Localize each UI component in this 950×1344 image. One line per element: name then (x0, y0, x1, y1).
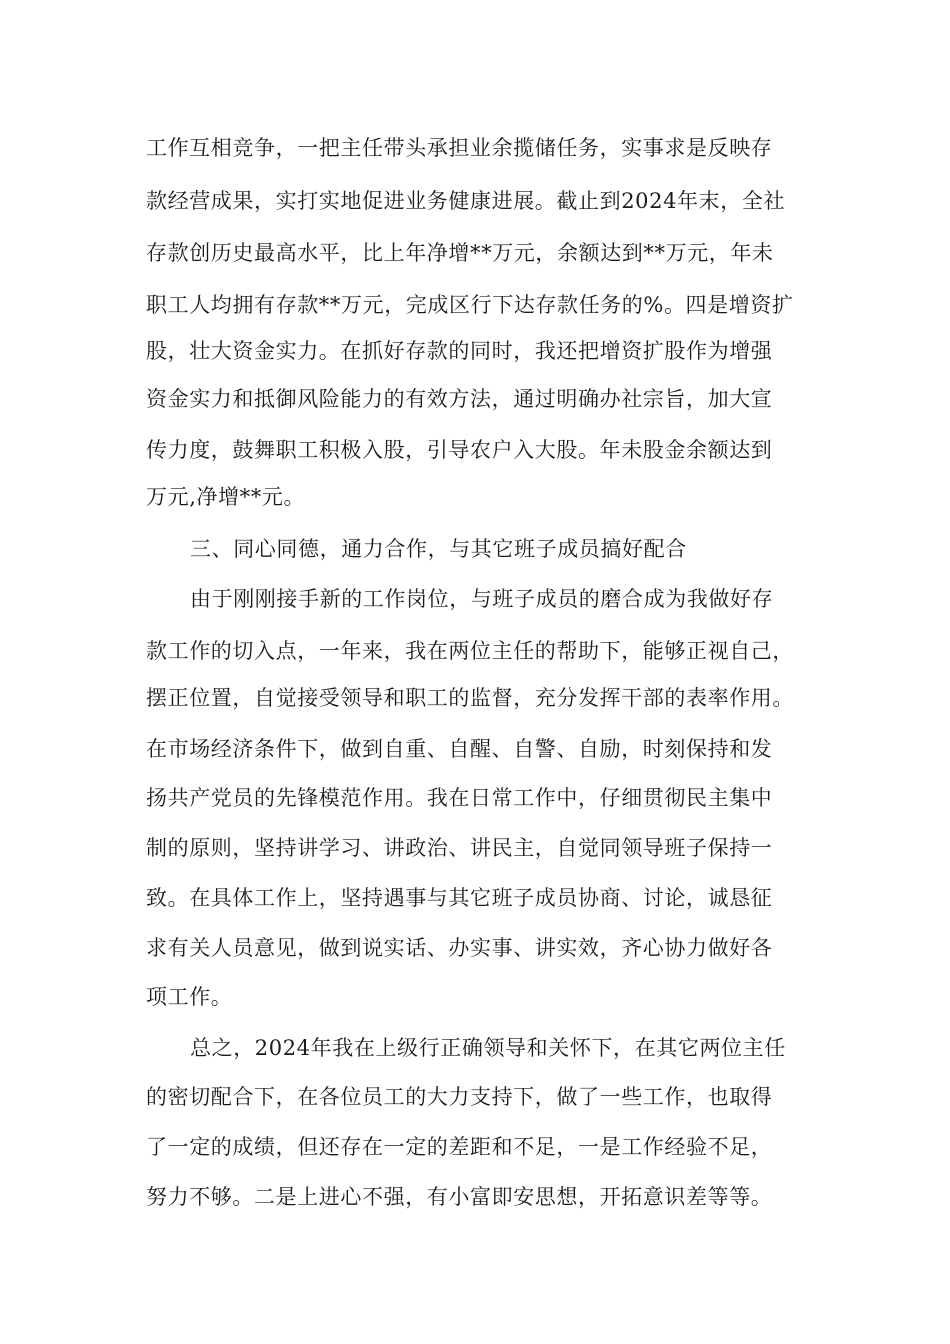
paragraph-line: 由于刚刚接手新的工作岗位，与班子成员的磨合成为我做好存 (190, 587, 774, 611)
paragraph-line: 的密切配合下，在各位员工的大力支持下，做了一些工作，也取得 (146, 1085, 773, 1109)
paragraph-line: 款经营成果，实打实地促进业务健康进展。截止到2024年末，全社 (146, 189, 786, 213)
paragraph-line: 求有关人员意见，做到说实话、办实事、讲实效，齐心协力做好各 (146, 936, 773, 960)
paragraph-line: 努力不够。二是上进心不强，有小富即安思想，开拓意识差等等。 (146, 1185, 773, 1209)
paragraph-line: 总之，2024年我在上级行正确领导和关怀下，在其它两位主任 (190, 1036, 786, 1060)
paragraph-line: 工作互相竞争，一把主任带头承担业余揽储任务，实事求是反映存 (146, 136, 773, 160)
paragraph-line: 资金实力和抵御风险能力的有效方法，通过明确办社宗旨，加大宣 (146, 387, 773, 411)
paragraph-line: 制的原则，坚持讲学习、讲政治、讲民主，自觉同领导班子保持一 (146, 836, 773, 860)
paragraph-line: 项工作。 (146, 985, 233, 1009)
paragraph-line: 摆正位置，自觉接受领导和职工的监督，充分发挥干部的表率作用。 (146, 686, 794, 710)
paragraph-line: 存款创历史最高水平，比上年净增**万元，余额达到**万元，年未 (146, 241, 774, 265)
section-heading: 三、同心同德，通力合作，与其它班子成员搞好配合 (190, 537, 687, 561)
paragraph-line: 致。在具体工作上，坚持遇事与其它班子成员协商、讨论，诚恳征 (146, 886, 773, 910)
paragraph-line: 了一定的成绩，但还存在一定的差距和不足，一是工作经验不足， (146, 1135, 773, 1159)
paragraph-line: 职工人均拥有存款**万元，完成区行下达存款任务的%。四是增资扩 (146, 293, 794, 317)
paragraph-line: 万元,净增**元。 (146, 485, 306, 509)
paragraph-line: 款工作的切入点，一年来，我在两位主任的帮助下，能够正视自己， (146, 639, 794, 663)
paragraph-line: 扬共产党员的先锋模范作用。我在日常工作中，仔细贯彻民主集中 (146, 786, 773, 810)
paragraph-line: 传力度，鼓舞职工积极入股，引导农户入大股。年未股金余额达到 (146, 438, 773, 462)
paragraph-line: 在市场经济条件下，做到自重、自醒、自警、自励，时刻保持和发 (146, 737, 773, 761)
paragraph-line: 股，壮大资金实力。在抓好存款的同时，我还把增资扩股作为增强 (146, 339, 773, 363)
